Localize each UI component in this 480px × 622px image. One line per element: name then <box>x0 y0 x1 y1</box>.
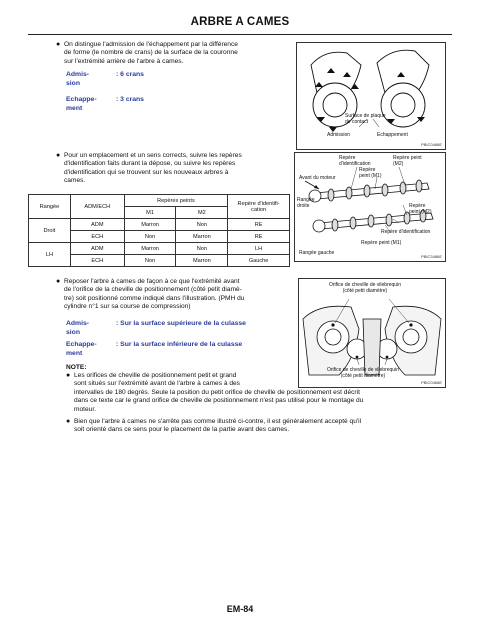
cell: Non <box>176 219 228 231</box>
bullet-icon: ● <box>56 41 61 48</box>
subheader-m2: M2 <box>176 207 228 219</box>
figure-label: Repère peint (M1) <box>359 167 382 179</box>
section1-text <box>64 41 290 66</box>
cell: Non <box>124 231 176 243</box>
item-value: : 3 crans <box>116 96 144 103</box>
text-line: tre) soit positionné comme indiqué dans l'illustration. (PMH du <box>64 294 245 302</box>
cell: Marron <box>176 255 228 267</box>
sprocket-drawing <box>297 43 445 149</box>
text-line: cames. <box>64 177 86 185</box>
figure-label: Repère d'identification <box>339 155 371 167</box>
bullet-icon: ● <box>56 278 61 285</box>
text-line: intervalles de 180 degrés. Seule la position du petit orifice de cheville de positionnement est décrit <box>74 389 360 396</box>
item-label: Echappe- ment <box>66 96 97 112</box>
text-line: sur l'extrémité arrière de l'arbre à cames. <box>64 57 184 65</box>
cell: ADM <box>70 243 124 255</box>
item-value: : Sur la surface inférieure de la culasse <box>116 341 243 348</box>
note1-text-wide <box>74 389 454 414</box>
item-value: : 6 crans <box>116 71 144 78</box>
cell: Gauche <box>228 255 290 267</box>
cell: Marron <box>124 243 176 255</box>
item-label: Admis- sion <box>66 320 90 336</box>
camshaft-sprocket-figure <box>296 42 446 150</box>
item-label: Admis- sion <box>66 71 90 87</box>
note-label: NOTE: <box>66 364 87 371</box>
bullet-icon: ● <box>56 152 61 159</box>
section2-text <box>64 152 290 186</box>
figure-label: Orifice de cheville de vilebrequin (côté petit diamètre) <box>327 367 399 379</box>
cell: Non <box>176 243 228 255</box>
cell: ECH <box>70 231 124 243</box>
text-line: de forme (le nombre de crans) de la surface de la couronne <box>64 49 238 57</box>
text-line: soit orienté dans ce sens pour le placement de la partie avant des cames. <box>74 426 290 434</box>
figure-label: Avant du moteur <box>299 175 336 181</box>
text-line: moteur. <box>74 405 96 413</box>
figure-code: PBIC0468E <box>421 142 442 147</box>
figure-label: Repère peint (M2) <box>393 155 422 167</box>
cell: RE <box>228 231 290 243</box>
cell: Marron <box>176 231 228 243</box>
text-line: de l'orifice de la cheville de positionnement (côté petit diamè- <box>64 286 242 294</box>
header-row-col: Rangée <box>29 195 71 219</box>
item-value: : Sur la surface supérieure de la culasse <box>116 320 246 327</box>
text-line: Reposer l'arbre à cames de façon à ce que l'extrémité avant <box>64 278 240 285</box>
dowel-position-figure <box>298 278 446 388</box>
note2-text <box>74 418 454 435</box>
figure-label-exhaust: Echappement <box>377 132 408 138</box>
figure-label: Rangée gauche <box>299 250 335 256</box>
text-line: Bien que l'arbre à cames ne s'arrête pas comme illustré ci-contre, il est généralement accepté qu'il <box>74 418 362 425</box>
figure-code: PBIC3486E <box>421 254 442 259</box>
page-number: EM-84 <box>226 604 254 614</box>
header-id-mark: Repère d'identifi- cation <box>228 195 290 219</box>
cell: Non <box>124 255 176 267</box>
row-label: LH <box>29 243 71 267</box>
figure-label: Rangée droite <box>297 197 315 209</box>
text-line: dans ce texte car le grand orifice de cheville de positionnement n'est pas utilisé pour le montage du <box>74 397 364 405</box>
header-painted-marks: Repères peints <box>124 195 228 207</box>
table-row <box>29 219 290 231</box>
text-line: d'identification faits durant la dépose, ou suivre les repères <box>64 160 236 168</box>
cell: LH <box>228 243 290 255</box>
figure-label: Surface de plaque de contact <box>345 113 386 125</box>
page-title: ARBRE A CAMES <box>190 16 290 28</box>
figure-label: Orifice de cheville de vilebrequin (côté petit diamètre) <box>329 282 401 294</box>
title-rule <box>28 34 452 35</box>
figure-code: PBIC0468E <box>421 380 442 385</box>
row-label: Droit <box>29 219 71 243</box>
figure-label-admission: Admission <box>327 132 351 138</box>
cell: ECH <box>70 255 124 267</box>
bullet-icon: ● <box>66 372 71 379</box>
cell: ADM <box>70 219 124 231</box>
figure-label: Repère peint (M1) <box>361 240 402 246</box>
item-label: Echappe- ment <box>66 341 97 357</box>
subheader-m1: M1 <box>124 207 176 219</box>
text-line: Les orifices de cheville de positionnement petit et grand <box>74 372 237 379</box>
figure-label: Repère peint (M2) <box>409 203 432 215</box>
text-line: On distingue l'admission de l'échappement par la différence <box>64 41 238 48</box>
text-line: cylindre n°1 sur sa course de compression) <box>64 303 191 311</box>
cell: RE <box>228 219 290 231</box>
table-row <box>29 243 290 255</box>
note1-text-narrow <box>74 372 292 389</box>
figure-label: Repère d'identification <box>381 229 431 235</box>
cell: Marron <box>124 219 176 231</box>
bullet-icon: ● <box>66 418 71 425</box>
text-line: d'identification qui se trouvent sur les nouveaux arbres à <box>64 168 229 176</box>
text-line: sont situés sur l'extrémité avant de l'arbre à cames à des <box>74 380 240 388</box>
text-line: Pour un emplacement et un sens corrects, suivre les repères <box>64 152 242 159</box>
section3-text <box>64 278 290 312</box>
header-kind-col: ADM/ECH <box>70 195 124 219</box>
camshaft-marks-figure <box>294 152 446 262</box>
identification-table <box>28 194 290 267</box>
